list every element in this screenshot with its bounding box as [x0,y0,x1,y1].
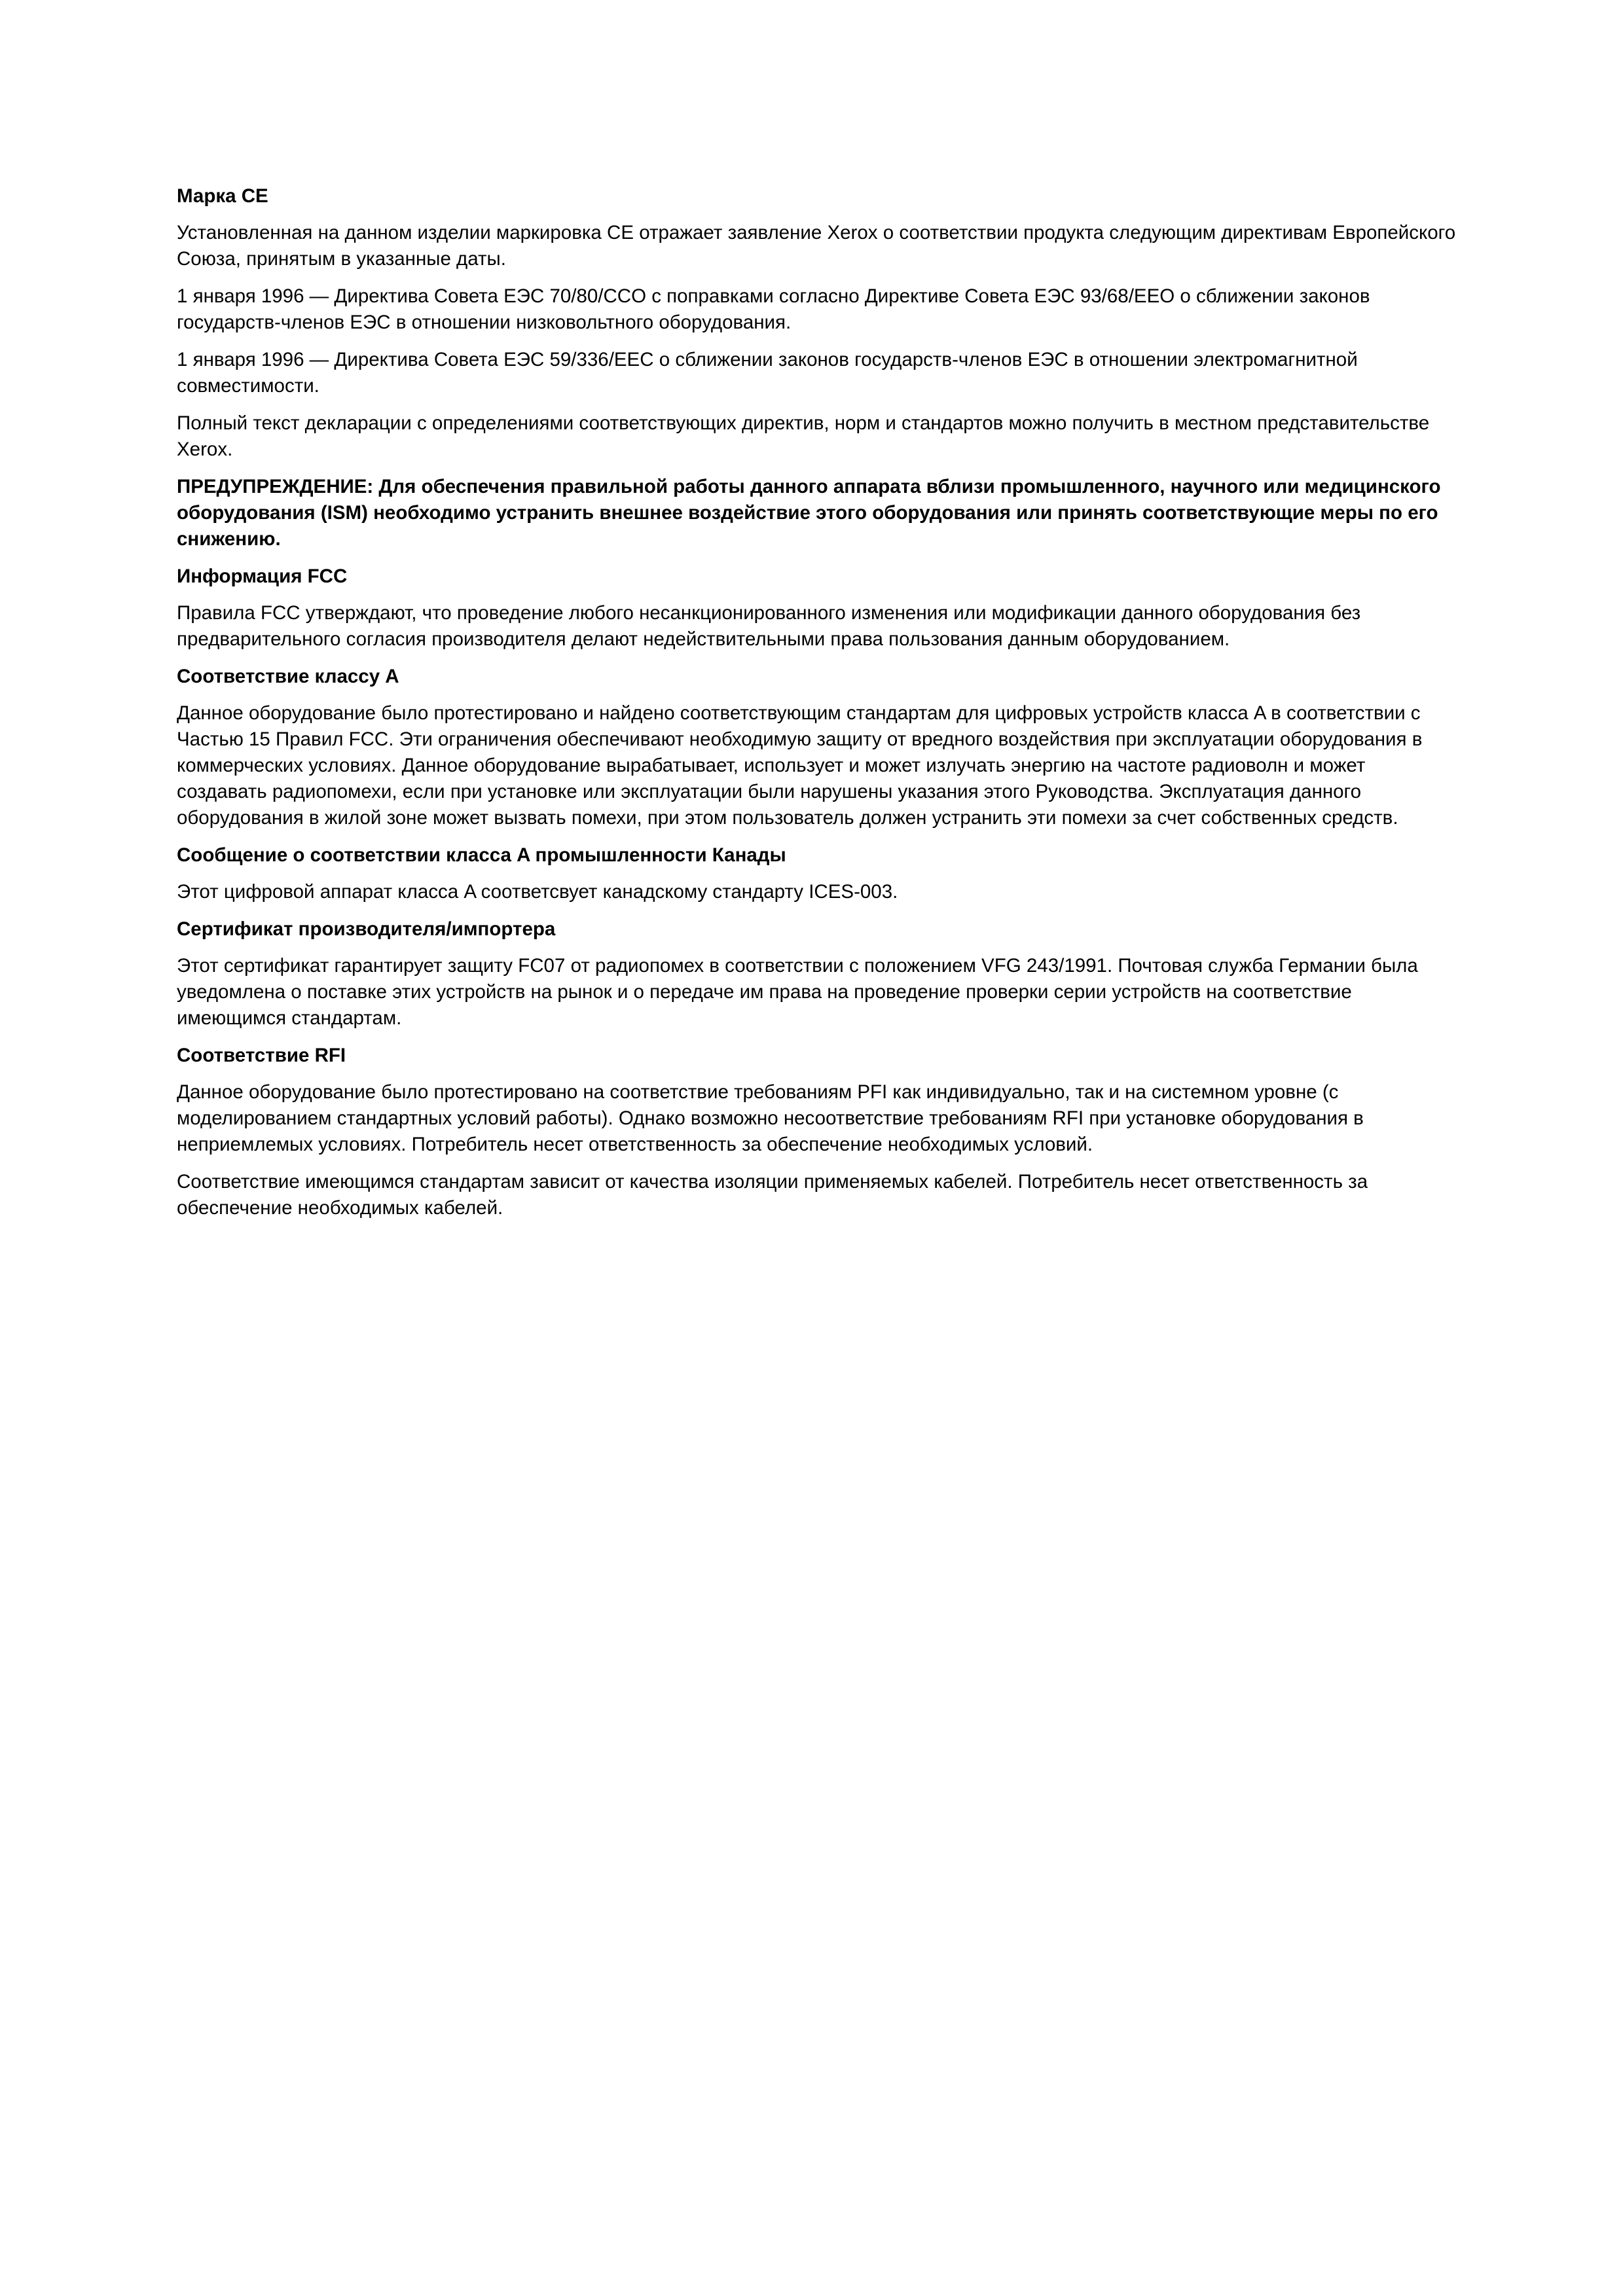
document-content [177,183,1457,1232]
warning-paragraph: ПРЕДУПРЕЖДЕНИЕ: Для обеспечения правильной работы данного аппарата вблизи промышленного, научного или медицинского оборудования (ISM) необходимо устранить внешнее воздействие этого оборудования или принять соответствующие меры по его снижению. [177,476,1441,550]
section-heading: Сообщение о соответствии класса A промышленности Канады [177,844,786,866]
section-rfi [177,1043,1457,1221]
section-manufacturer-cert [177,916,1457,1031]
paragraph: Данное оборудование было протестировано и найдено соответствующим стандартам для цифровых устройств класса A в соответствии с Частью 15 Правил FCC. Эти ограничения обеспечивают необходимую защиту от вредного воздействия при эксплуатации оборудования в коммерческих условиях. Данное оборудование вырабатывает, использует и может излучать энергию на частоте радиоволн и может создавать радиопомехи, если при установке или эксплуатации были нарушены указания этого Руководства. Эксплуатация данного оборудования в жилой зоне может вызвать помехи, при этом пользователь должен устранить эти помехи за счет собственных средств. [177,702,1423,829]
paragraph: 1 января 1996 — Директива Совета ЕЭС 70/80/CCO с поправками согласно Директиве Совета ЕЭС 93/68/EEO о сближении законов государств-членов ЕЭС в отношении низковольтного оборудования. [177,285,1370,333]
section-heading: Соответствие классу A [177,666,399,687]
paragraph: Данное оборудование было протестировано на соответствие требованиям PFI как индивидуально, так и на системном уровне (с моделированием стандартных условий работы). Однако возможно несоответствие требованиям RFI при установке оборудования в неприемлемых условиях. Потребитель несет ответственность за обеспечение необходимых условий. [177,1081,1364,1155]
paragraph: Правила FCC утверждают, что проведение любого несанкционированного изменения или модификации данного оборудования без предварительного согласия производителя делают недействительными права пользования данным оборудованием. [177,602,1361,650]
section-heading: Информация FCC [177,565,348,587]
paragraph: Соответствие имеющимся стандартам зависит от качества изоляции применяемых кабелей. Потребитель несет ответственность за обеспечение необходимых кабелей. [177,1171,1368,1219]
section-fcc-info [177,564,1457,653]
paragraph: Полный текст декларации с определениями соответствующих директив, норм и стандартов можно получить в местном представительстве Xerox. [177,412,1430,460]
paragraph: Этот цифровой аппарат класса A соответсвует канадскому стандарту ICES-003. [177,881,898,903]
paragraph: Этот сертификат гарантирует защиту FC07 от радиопомех в соответствии с положением VFG 243/1991. Почтовая служба Германии была уведомлена о поставке этих устройств на рынок и о передаче им права на проведение проверки серии устройств на соответствие имеющимся стандартам. [177,955,1418,1029]
section-heading: Сертификат производителя/импортера [177,918,556,940]
section-heading: Соответствие RFI [177,1045,346,1066]
section-heading: Марка CE [177,185,268,207]
paragraph: 1 января 1996 — Директива Совета ЕЭС 59/336/EEC о сближении законов государств-членов ЕЭС в отношении электромагнитной совместимости. [177,349,1358,397]
section-canada [177,842,1457,905]
section-class-a [177,664,1457,831]
section-ce-mark [177,183,1457,552]
paragraph: Установленная на данном изделии маркировка CE отражает заявление Xerox о соответствии продукта следующим директивам Европейского Союза, принятым в указанные даты. [177,222,1456,270]
